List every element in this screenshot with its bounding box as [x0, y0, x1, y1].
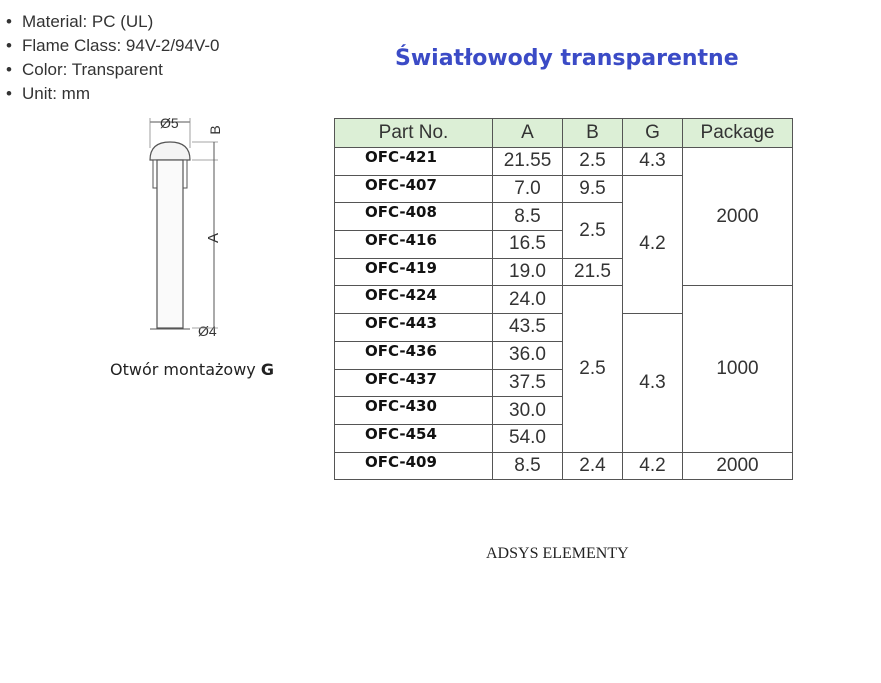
part-number: OFC-421 — [335, 148, 493, 176]
spec-text: Flame Class: 94V-2/94V-0 — [22, 36, 220, 55]
spec-item — [6, 10, 219, 34]
bullet: • — [6, 36, 12, 55]
cell-a: 37.5 — [493, 369, 563, 397]
cell-b: 9.5 — [563, 175, 623, 203]
cell-b: 2.4 — [563, 452, 623, 480]
header-b: B — [563, 119, 623, 148]
part-number: OFC-419 — [335, 258, 493, 286]
spec-text: Material: PC (UL) — [22, 12, 154, 31]
spec-item — [6, 82, 219, 106]
dim-label-b: B — [207, 125, 223, 135]
spec-text: Unit: mm — [22, 84, 90, 103]
part-number: OFC-437 — [335, 369, 493, 397]
header-part-no: Part No. — [335, 119, 493, 148]
spec-list — [6, 10, 219, 106]
dim-label-bottom: Ø4 — [198, 323, 217, 339]
dim-label-a: A — [205, 232, 222, 244]
bullet: • — [6, 12, 12, 31]
cell-g: 4.2 — [623, 175, 683, 313]
part-number: OFC-424 — [335, 286, 493, 314]
fin — [153, 160, 157, 188]
cell-a: 8.5 — [493, 203, 563, 231]
cell-g: 4.3 — [623, 148, 683, 176]
parts-table — [334, 118, 793, 480]
cell-a: 24.0 — [493, 286, 563, 314]
light-pipe-drawing — [130, 108, 250, 340]
dim-label-top: Ø5 — [160, 115, 179, 131]
header-g: G — [623, 119, 683, 148]
table-row — [335, 452, 793, 480]
cell-b: 21.5 — [563, 258, 623, 286]
cell-g: 4.2 — [623, 452, 683, 480]
cell-a: 43.5 — [493, 314, 563, 342]
cell-package: 2000 — [683, 148, 793, 286]
part-number: OFC-416 — [335, 231, 493, 259]
cell-a: 8.5 — [493, 452, 563, 480]
cell-a: 36.0 — [493, 341, 563, 369]
footer-brand: ADSYS ELEMENTY — [486, 545, 629, 562]
cell-package: 1000 — [683, 286, 793, 452]
rod-body — [157, 160, 183, 328]
header-package: Package — [683, 119, 793, 148]
cell-b: 2.5 — [563, 148, 623, 176]
part-number: OFC-407 — [335, 175, 493, 203]
mounting-hole-caption — [110, 360, 274, 379]
spec-item — [6, 34, 219, 58]
bullet: • — [6, 84, 12, 103]
header-a: A — [493, 119, 563, 148]
cell-package: 2000 — [683, 452, 793, 480]
part-number: OFC-408 — [335, 203, 493, 231]
part-number: OFC-454 — [335, 424, 493, 452]
dome-head — [150, 142, 190, 160]
part-number: OFC-430 — [335, 397, 493, 425]
cell-a: 16.5 — [493, 231, 563, 259]
caption-text: Otwór montażowy — [110, 360, 261, 379]
fin — [183, 160, 187, 188]
table-row — [335, 148, 793, 176]
cell-g: 4.3 — [623, 314, 683, 452]
part-number: OFC-409 — [335, 452, 493, 480]
part-number: OFC-436 — [335, 341, 493, 369]
cell-a: 54.0 — [493, 424, 563, 452]
cell-a: 21.55 — [493, 148, 563, 176]
part-number: OFC-443 — [335, 314, 493, 342]
cell-b: 2.5 — [563, 203, 623, 258]
cell-a: 30.0 — [493, 397, 563, 425]
spec-item — [6, 58, 219, 82]
cell-b: 2.5 — [563, 286, 623, 452]
spec-text: Color: Transparent — [22, 60, 163, 79]
cell-a: 7.0 — [493, 175, 563, 203]
page-title: Światłowody transparentne — [395, 46, 739, 71]
bullet: • — [6, 60, 12, 79]
table-row — [335, 286, 793, 314]
table-header-row — [335, 119, 793, 148]
caption-bold: G — [260, 360, 274, 379]
cell-a: 19.0 — [493, 258, 563, 286]
